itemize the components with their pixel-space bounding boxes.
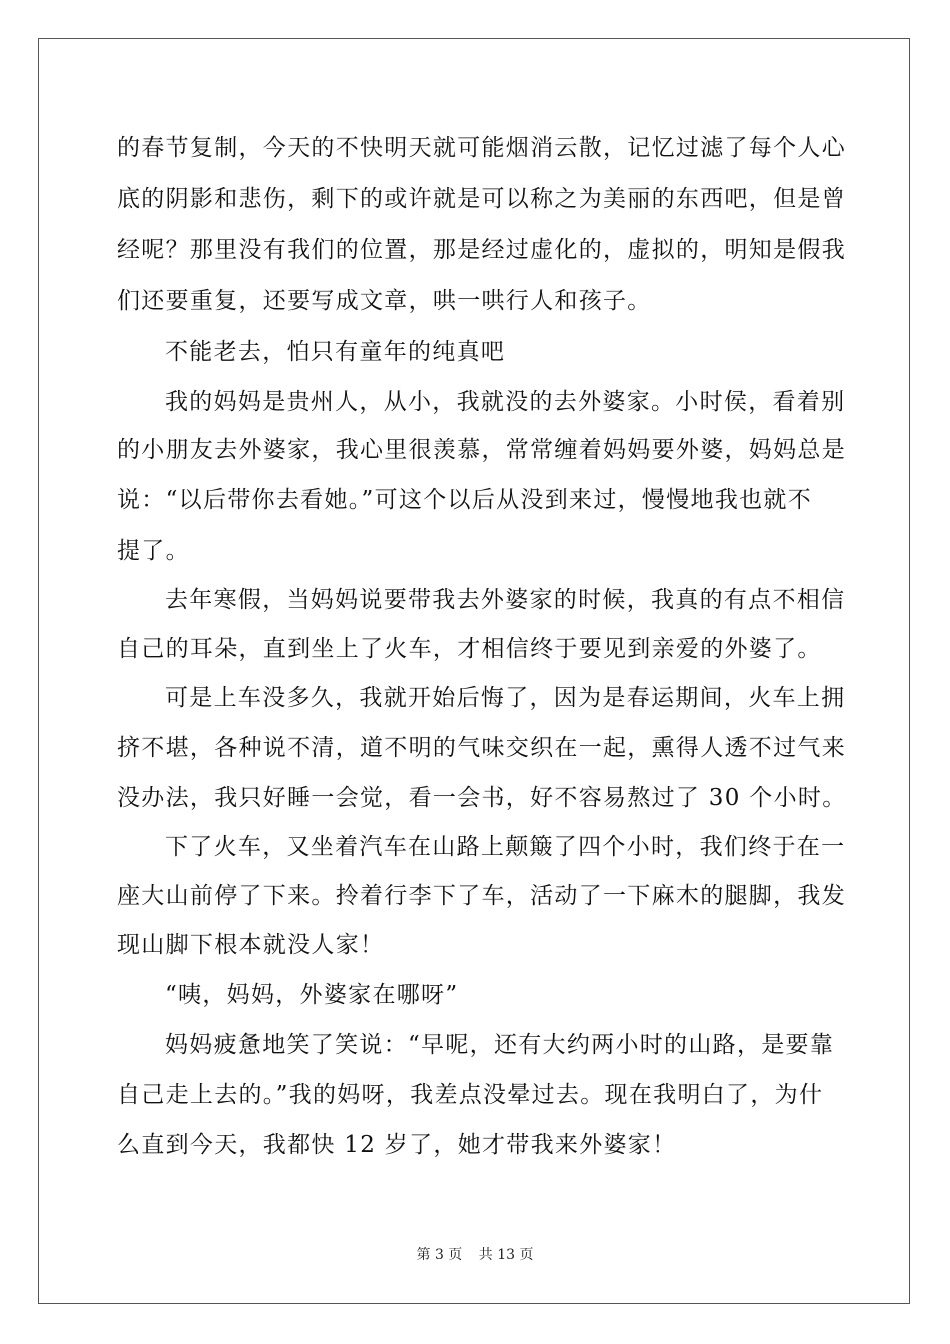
text-line: 的小朋友去外婆家，我心里很羡慕，常常缠着妈妈要外婆，妈妈总是 — [117, 437, 846, 463]
text-line: 妈妈疲惫地笑了笑说：“早呢，还有大约两小时的山路，是要靠 — [165, 1032, 835, 1058]
text-line: 的春节复制，今天的不快明天就可能烟消云散，记忆过滤了每个人心 — [117, 135, 846, 161]
text-line: 自己的耳朵，直到坐上了火车，才相信终于要见到亲爱的外婆了。 — [117, 636, 822, 662]
text-line: 说：“以后带你去看她。”可这个以后从没到来过，慢慢地我也就不 — [117, 487, 813, 513]
text-line: 么直到今天，我都快 12 岁了，她才带我来外婆家！ — [117, 1132, 677, 1158]
page-number-total: 共 13 页 — [478, 1247, 534, 1263]
text-line: “咦，妈妈，外婆家在哪呀” — [165, 982, 459, 1008]
text-line: 提了。 — [117, 538, 190, 564]
text-line: 底的阴影和悲伤，剩下的或许就是可以称之为美丽的东西吧，但是曾 — [117, 186, 846, 212]
text-line: 现山脚下根本就没人家！ — [117, 932, 385, 958]
text-line: 座大山前停了下来。拎着行李下了车，活动了一下麻木的腿脚，我发 — [117, 883, 846, 909]
text-line: 我的妈妈是贵州人，从小，我就没的去外婆家。小时侯，看着别 — [165, 389, 846, 415]
text-line: 去年寒假，当妈妈说要带我去外婆家的时候，我真的有点不相信 — [165, 587, 846, 613]
text-line: 不能老去，怕只有童年的纯真吧 — [165, 339, 506, 365]
page-number-current: 第 3 页 — [416, 1247, 463, 1263]
text-line: 可是上车没多久，我就开始后悔了，因为是春运期间，火车上拥 — [165, 685, 846, 711]
text-line: 自己走上去的。”我的妈呀，我差点没晕过去。现在我明白了，为什 — [117, 1082, 824, 1108]
text-line: 没办法，我只好睡一会觉，看一会书，好不容易熬过了 30 个小时。 — [117, 785, 847, 811]
text-line: 下了火车，又坐着汽车在山路上颠簸了四个小时，我们终于在一 — [165, 834, 846, 860]
page-footer — [0, 1246, 950, 1264]
text-line: 挤不堪，各种说不清，道不明的气味交织在一起，熏得人透不过气来 — [117, 735, 846, 761]
text-line: 经呢？那里没有我们的位置，那是经过虚化的，虚拟的，明知是假我 — [117, 237, 846, 263]
text-line: 们还要重复，还要写成文章，哄一哄行人和孩子。 — [117, 288, 652, 314]
page-border — [38, 38, 910, 1304]
